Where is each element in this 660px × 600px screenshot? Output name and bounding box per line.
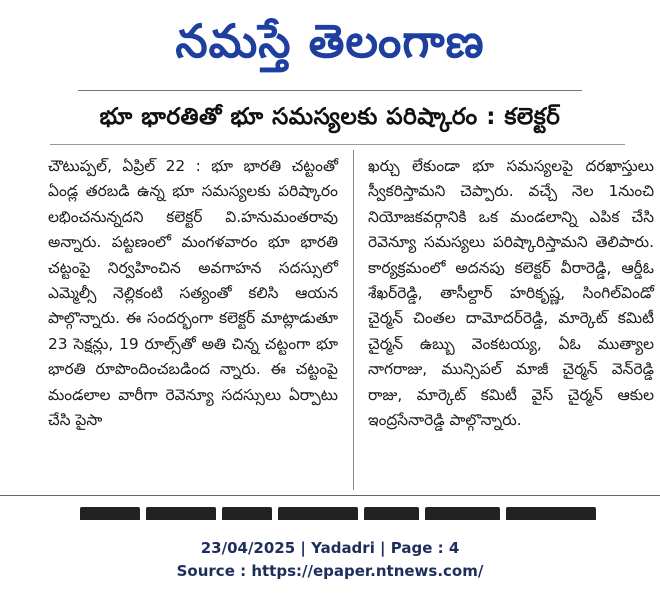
masthead-divider [78,90,582,91]
article-column-left: చౌటుప్పల్, ఏప్రిల్ 22 : భూ భారతి చట్టంతో ఏండ్ల తరబడి ఉన్న భూ సమస్యలకు పరిష్కారం లభించనున్నదని కలెక్టర్ వి.హనుమంతరావు అన్నారు. పట్టణంలో మంగళవారం భూ భారతి చట్టంపై నిర్వహించిన అవగాహన సదస్సులో ఎమ్మెల్సీ నెల్లికంటి సత్యంతో కలిసి ఆయన పాల్గొన్నారు. ఈ సందర్భంగా కలెక్టర్ మాట్లాడుతూ 23 సెక్షన్లు, 19 రూల్స్‌తో అతి చిన్న చట్టంగా భూ భారతి రూపొందించబడింద న్నారు. ఈ చట్టంపై మండలాల వారీగా రెవెన్యూ సదస్సులు ఏర్పాటు చేసి పైసా [48,157,338,430]
next-article-headline-cropped [80,506,610,520]
clipping-date-info: 23/04/2025 | Yadadri | Page : 4 [200,539,460,557]
headline-divider [50,144,625,145]
newspaper-masthead: నమస్తే తెలంగాణ [175,14,485,68]
bottom-divider [0,495,660,496]
column-divider [353,150,354,490]
clipping-source: Source : https://epaper.ntnews.com/ [176,562,484,580]
article-column-right: ఖర్చు లేకుండా భూ సమస్యలపై దరఖాస్తులు స్వీకరిస్తామని చెప్పారు. వచ్చే నెల 1నుంచి నియోజకవర్గానికి ఒక మండలాన్ని ఎపిక చేసి రెవెన్యూ సమస్యలు పరిష్కారిస్తామని తెలిపారు. కార్యక్రమంలో అదనపు కలెక్టర్ వీరారెడ్డి, ఆర్డీఓ శేఖర్‌రెడ్డి, తాసీల్దార్ హరికృష్ణ, సింగిల్‌విండో చైర్మన్ చింతల దామోదర్‌రెడ్డి, మార్కెట్ కమిటీ చైర్మన్ ఉబ్బు వెంకటయ్య, ఏఓ ముత్యాల నాగరాజు, మున్సిపల్ మాజీ చైర్మన్ వెన్‌రెడ్డి రాజు, మార్కెట్ కమిటీ వైస్ చైర్మన్ ఆకుల ఇంద్రసేనారెడ్డి పాల్గొన్నారు. [368,157,654,430]
article-headline: భూ భారతితో భూ సమస్యలకు పరిష్కారం : కలెక్టర్ [99,104,561,130]
